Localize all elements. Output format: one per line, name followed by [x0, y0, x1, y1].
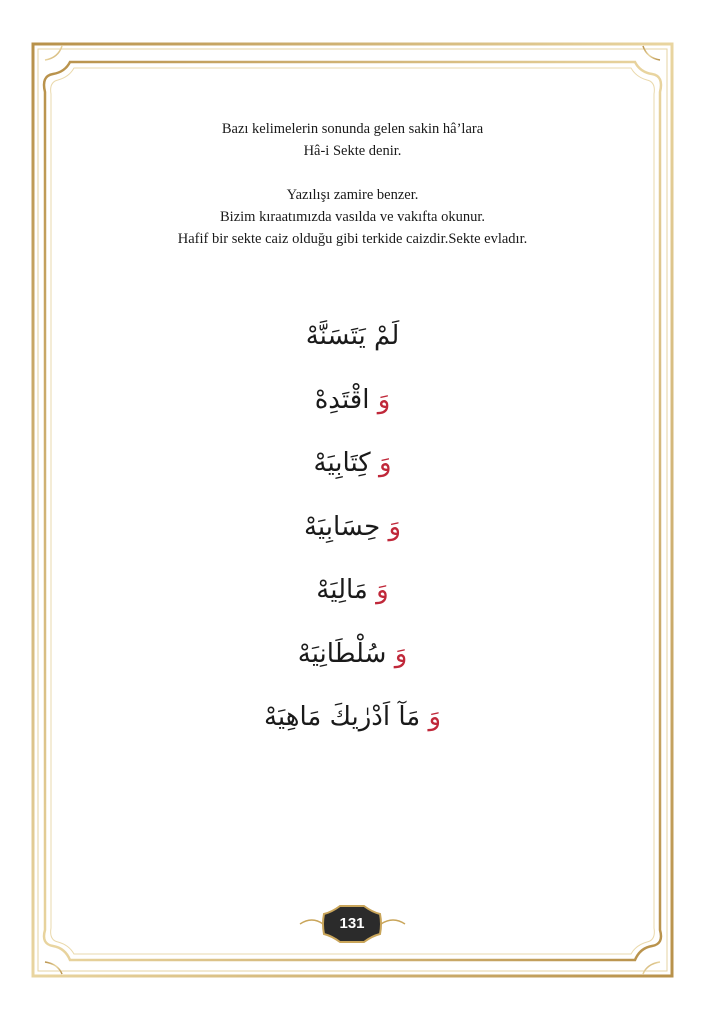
waw-prefix: وَ — [376, 575, 389, 605]
arabic-example — [80, 316, 625, 380]
arabic-word: لَمْ يَتَسَنَّهْ — [305, 321, 400, 351]
intro-line-5: Hafif bir sekte caiz olduğu gibi terkide caizdir.Sekte evladır. — [177, 231, 528, 247]
intro-line-4: Bizim kıraatımızda vasılda ve vakıfta okunur. — [220, 209, 485, 225]
waw-prefix: وَ — [388, 511, 402, 542]
page-number-badge — [323, 905, 381, 943]
arabic-example — [80, 507, 625, 571]
arabic-word: مَالِيَهْ — [316, 575, 368, 605]
intro-line-3: Yazılışı zamire benzer. — [286, 187, 419, 203]
waw-prefix: وَ — [394, 638, 408, 669]
arabic-word: كِتَابِيَهْ — [313, 448, 371, 478]
waw-prefix: وَ — [377, 384, 391, 415]
intro-text — [80, 118, 625, 250]
arabic-example — [80, 697, 625, 761]
arabic-examples-list — [80, 316, 625, 761]
waw-prefix: وَ — [378, 448, 392, 478]
arabic-word: مَآ اَدْرٰيكَ مَاهِيَهْ — [263, 702, 421, 732]
arabic-example — [80, 380, 625, 444]
page-number: 131 — [339, 915, 365, 932]
intro-line-1: Bazı kelimelerin sonunda gelen sakin hâ’lara — [221, 121, 484, 137]
arabic-word: حِسَابِيَهْ — [303, 511, 381, 542]
arabic-example — [80, 634, 625, 698]
arabic-word: اقْتَدِهْ — [314, 384, 370, 415]
intro-line-2: Hâ-i Sekte denir. — [303, 143, 402, 159]
arabic-word: سُلْطَانِيَهْ — [297, 638, 387, 669]
waw-prefix: وَ — [428, 702, 442, 732]
arabic-example — [80, 443, 625, 507]
arabic-example — [80, 570, 625, 634]
